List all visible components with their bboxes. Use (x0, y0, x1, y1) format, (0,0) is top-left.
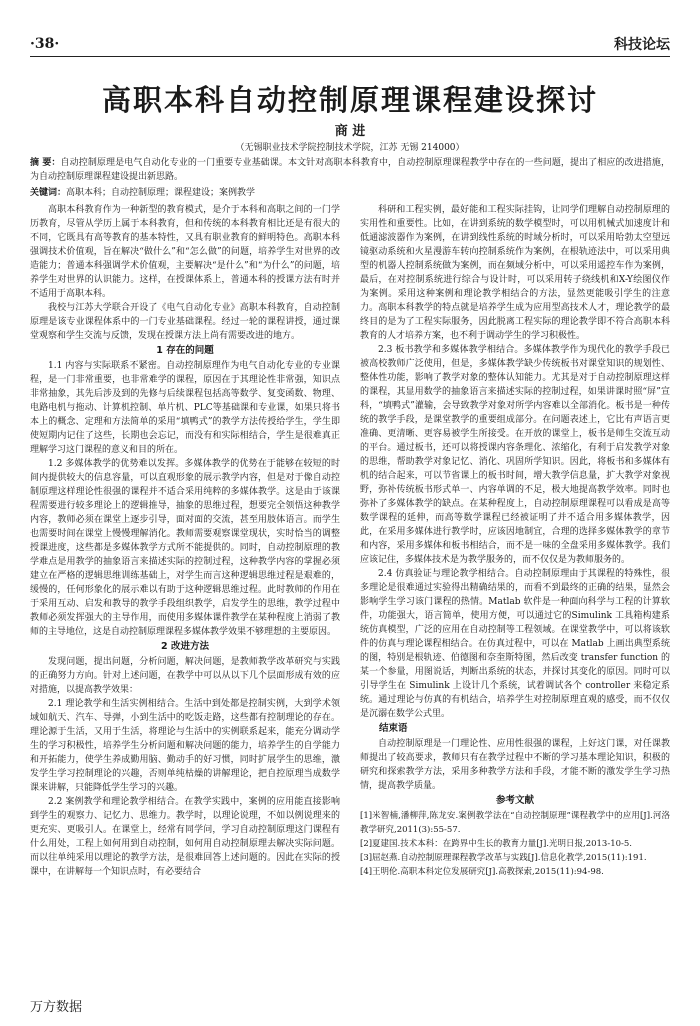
conclusion-heading: 结束语 (379, 723, 408, 734)
reference-item: [4]王明伦.高职本科定位发展研究[J].高教探索,2015(11):94-98. (360, 867, 604, 877)
page-header (30, 32, 670, 56)
journal-section: 科技论坛 (614, 37, 670, 53)
page-number: ·38· (30, 36, 60, 52)
intro-paragraph-2: 我校与江苏大学联合开设了《电气自动化专业》高职本科教育，自动控制原理是该专业课程体系中的一门专业基础课程。经过一轮的课程讲授，通过课堂观察和学生交流与反馈，发现在授课方法上尚有需要改进的地方。 (30, 303, 340, 341)
abstract-text: 自动控制原理是电气自动化专业的一门重要专业基础课。本文针对高职本科教育中，自动控制原理课程教学中存在的一些问题，提出了相应的改进措施，为自动控制原理课程建设提出新思路。 (30, 158, 670, 182)
affiliation: （无锡职业技术学院控制技术学院，江苏 无锡 214000） (235, 143, 465, 153)
left-column (30, 203, 340, 1003)
paper-title: 高职本科自动控制原理课程建设探讨 (101, 83, 598, 117)
paragraph-2-1: 2.1 理论教学和生活实例相结合。生活中到处都是控制实例，大到学术领域如航天、汽车、导弹，小到生活中的吃饭走路，这些都有控制理论的存在。理论源于生活，又用于生活，将理论与生活中的实例联系起来，能充分调动学生的学习积极性，培养学生分析问题和解决问题的能力，培养学生的自学能力和开拓能力，使学生养成勤用脑、勤动手的好习惯，同时扩展学生的思维，激发学生学习控制理论的兴趣，否则单纯枯燥的讲解理论，把自控原理当成数学课来讲解，只能降低学生学习的兴趣。 (30, 699, 340, 793)
reference-item: [2]夏建国.技术本科：在跨界中生长的教育力量[J].光明日报,2013-10-5. (360, 839, 632, 849)
reference-item: [3]屈赵燕.自动控制原理课程教学改革与实践[J].信息化教学,2015(11):191. (360, 853, 647, 863)
abstract-label: 摘 要： (30, 158, 61, 168)
paragraph-2-4: 2.4 仿真验证与理论教学相结合。自动控制原理由于其课程的特殊性，很多理论是很难通过实验得出精确结果的，而看不到最终的正确的结果，显然会影响学生学习该门课程的热情。Matlab 软件是一种面向科学与工程的计算软件，功能强大，语言简单，使用方便，可以通过它的Simulink 工具箱构建系统仿真模型，广泛的应用在自动控制等工程领域。在课堂教学中，可以将该软件的仿真与理论课程相结合。在仿真过程中，可以在 Matlab 上画出典型系统的图，特别是根轨迹、伯德图和奈奎斯特图，然后改变 transfer function 的某一个参量，用图说话，判断出系统的状态，并探讨其变化的原因。同时可以引导学生在 Simulink 上设计几个系统，试着调试各个 controller 来稳定系统。通过理论与仿真的有机结合，培养学生对控制原理直观的感受，而不仅仅是沉溺在数学公式里。 (360, 569, 670, 719)
header-divider (30, 56, 670, 57)
right-column (360, 203, 670, 1003)
intro-paragraph-1: 高职本科教育作为一种新型的教育模式，是介于本科和高职之间的一门学历教育，尽管从学历上属于本科教育，但和传统的本科教育相比还是有很大的不同，它既具有高等教育的基本特性，又具有职业教育的鲜明特色。高职本科强调技术价值观，旨在解决“做什么”和“怎么做”的问题，培养学生对世界的改造能力；普通本科强调学术价值观，主要解决“是什么”和“为什么”的问题，培养学生对世界的认识能力。这样，在授课体系上，普通本科的授课方法有时并不适用于高职本科。 (30, 205, 340, 299)
paragraph-2-2: 2.2 案例教学和理论教学相结合。在教学实践中，案例的应用能直接影响到学生的观察力、记忆力、思维力。教学时，以理论说理，不如以例说理来的更充实、更吸引人。在课堂上，经常有同学问，学习自动控制原理这门课程有什么用处，工程上如何用到自动控制，如何用自动控制原理去解决实际问题。而以往单纯采用以理论的教学方法，是很难回答上述问题的。因此在实际的授课中，在讲解每一个知识点时，有必要结合 (30, 797, 340, 877)
keywords (30, 186, 670, 200)
references-heading: 参考文献 (495, 795, 534, 806)
keywords-label: 关键词： (30, 188, 67, 198)
paragraph-2-3: 2.3 板书教学和多媒体教学相结合。多媒体教学作为现代化的教学手段已被高校教师广泛使用，但是，多媒体教学缺少传统板书对课堂知识的规划性、整体性功能，影响了教学对象的整体认知能力。尤其是对于自动控制原理这样的课程，其显用数学的抽象语言来描述实际的控制过程，如果讲课时照“屏”宣科，“填鸭式”灌输，会导致教学对象对所学内容难以全部消化。板书是一种传统的教学手段，是课堂教学的重要组成部分。在问题表述上，它比有声语言更准确、更清晰、更容易被学生所接受。在开放的课堂上，板书是师生交流互动的平台。通过板书，还可以将授课内容条理化、浓缩化，有利于启发教学对象的思维，帮助教学对象记忆、消化、巩固所学知识。因此，将板书和多媒体有机的结合起来，可以节省课上的板书时间，增大教学信息量，扩大教学对象视野，弥补传统板书形式单一、内容单调的不足，极大地提高教学效率。同时也弥补了多媒体教学的缺点。在某种程度上，自动控制原理课程可以看成是高等数学课程的延伸，而高等数学课程已经被证明了并不适合用多媒体教学，因此，在采用多媒体进行教学时，应该因地制宜，合理的选择多媒体教学的章节和内容，采用多媒体和板书相结合，而不是一味的全盘采用多媒体教学。我们应该记住，多媒体技术是为教学服务的，而不仅仅是为教师服务的。 (360, 345, 670, 565)
paragraph-1-2: 1.2 多媒体教学的优势难以发挥。多媒体教学的优势在于能够在较短的时间内提供较大的信息容量，可以直观形象的展示教学内容，但是对于像自动控制原理这样理论性很强的课程并不适合采用纯粹的多媒体教学。这是由于该课程需要进行较多理论上的逻辑推导，抽象的思维过程，想要完全领悟这种教学内容，教师必须在课堂上逐步引导，面对面的交流，甚至用肢体语言。而学生也需要时间在课堂上慢慢理解消化。教师需要观察课堂现状，实时恰当的调整授课进度，这些都是多媒体教学方式所不能提供的。同时，自动控制原理的教学难点是用教学的抽象语言来描述实际的控制过程，这种教学内容的掌握必须建立在严格的逻辑思维训练基础上，对学生而言这种逻辑思维过程是艰难的，缓慢的，任何形象化的展示难以有助于这种逻辑思维过程。此时教师的作用在于采用互动、启发和教导的教学手段组织教学，启发学生的思维，教学过程中教师必须发挥强大的主导作用，而使用多媒体课件教学在某种程度上消弱了教师的主导地位，这是自动控制原理课程多媒体教学效果不够理想的主要原因。 (30, 459, 340, 637)
keywords-text: 高职本科；自动控制原理；课程建设；案例教学 (66, 188, 256, 198)
paragraph-2-intro: 发现问题，提出问题，分析问题，解决问题，是教师教学改革研究与实践的正确努力方向。针对上述问题，在教学中可以从以下几个层面形成有效的应对措施，以提高教学效果： (30, 657, 340, 695)
abstract (30, 156, 670, 184)
footer-watermark: 万方数据 (30, 1000, 83, 1015)
paragraph-2-2-cont: 科研和工程实例，最好能和工程实际挂钩，让同学们理解自动控制原理的实用性和重要性。比如，在讲到系统的数学模型时，可以用机械式加速度计和低通滤波器作为案例，在讲到线性系统的时域分析时，可以采用哈勃太空望远镜驱动系统和火星漫游车转向控制系统作为案例，在根轨迹法中，可以采用典型的机器人控制系统做为案例，而在频域分析中，可以采用遥控车作为案例，最后，在对控制系统进行综合与设计时，可以采用转子绕线机和X-Y绘图仪作为案例。采用这种案例和理论教学相结合的方法，显然更能吸引学生的注意力。高职本科教学的特点就是培养学生成为应用型高技术人才，理论教学的最终目的是为了工程实际服务，因此脱离工程实际的理论教学即不符合高职本科教育的人才培养方案，也不利于调动学生的学习积极性。 (360, 205, 670, 341)
author: 商 进 (334, 124, 366, 139)
paragraph-1-1: 1.1 内容与实际联系不紧密。自动控制原理作为电气自动化专业的专业课程，是一门非常重要，也非常难学的课程，原因在于其理论性非常强，知识点非常抽象，其先后涉及到的先修与后续课程包括高等数学、复变函数、物理、电路电机与拖动、计算机控制、单片机、PLC等基础课和专业课，如果只将书本上的概念、定理和方法简单的采用“填鸭式”的教学方法传授给学生，学生即使短期内记住了这些，长期也会忘记，而没有和实际相结合，学生是很难真正理解学习这门课程的意义和目的所在。 (30, 361, 340, 455)
reference-item: [1]米智楠,潘柳萍,陈龙安.案例教学法在“自动控制原理”课程教学中的应用[J].河洛教学研究,2011(3):55-57. (360, 811, 670, 835)
conclusion-paragraph: 自动控制原理是一门理论性、应用性很强的课程，上好这门课，对任课教师提出了较高要求，教师只有在教学过程中不断的学习基本理论知识，积极的研究和探索教学方法，采用多种教学方法和手段，才能不断的激发学生学习热情，提高教学质量。 (360, 739, 670, 791)
section-heading-1: 1 存在的问题 (156, 345, 214, 356)
section-heading-2: 2 改进方法 (161, 641, 209, 652)
